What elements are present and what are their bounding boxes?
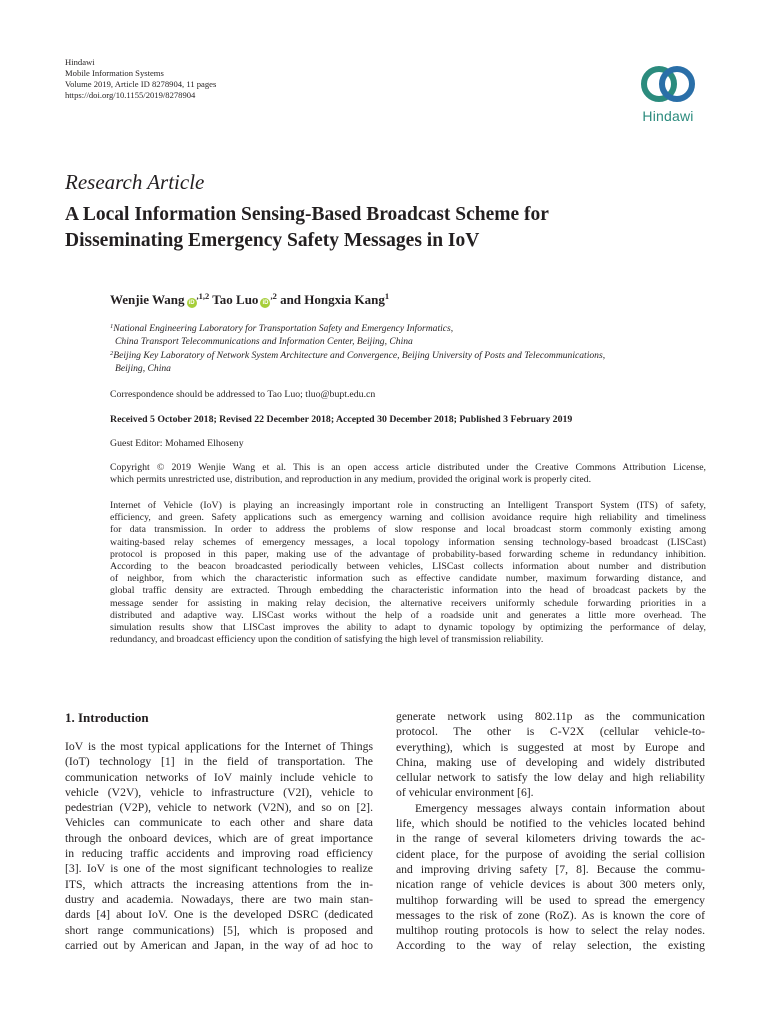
body-column-right (396, 709, 705, 954)
abstract-line: According to the beacon broadcasted periodically between vehicles, LISCast collects information about number and distribution (110, 561, 706, 573)
body-text-line: According to the way of relay selection, the existing (396, 939, 705, 953)
body-text-line: cellular network to satisfy the low delay and high reliability (396, 771, 705, 785)
logo-text: Hindawi (642, 108, 694, 124)
body-text-line: in reducing traffic accidents and improving road efficiency (65, 847, 373, 861)
publisher-name: Hindawi (65, 57, 95, 67)
affiliation-line: China Transport Telecommunications and Information Center, Beijing, China (115, 335, 413, 347)
body-text-line: dustry and academia. Nowadays, there are two main stan- (65, 892, 373, 906)
journal-name: Mobile Information Systems (65, 68, 164, 78)
affiliation-line: Beijing, China (115, 362, 171, 374)
body-text-line: vehicle (V2V), vehicle to infrastructure (V2I), vehicle to (65, 785, 373, 799)
body-text-line: cident place, for the purpose of avoiding the serial collision (396, 847, 705, 861)
abstract-line: simulation results show that LISCast improves the ability to adapt to dynamic topology by optimizing the performance of delay, (110, 622, 706, 634)
body-text-line: protocol. The other is C-V2X (cellular vehicle-to- (396, 725, 705, 739)
paper-title (65, 202, 715, 254)
body-text-line: multihop forwarding will be used to spread the emergency (396, 893, 705, 907)
doi-link[interactable]: https://doi.org/10.1155/2019/8278904 (65, 90, 196, 100)
body-text-line: Vehicles can communicate to each other and share data (65, 816, 373, 830)
volume-info: Volume 2019, Article ID 8278904, 11 pages (65, 79, 217, 89)
author-name[interactable]: Tao Luo (212, 292, 259, 307)
author-list (110, 291, 389, 308)
affiliations (110, 321, 720, 375)
body-text-line: through the onboard devices, which are of great importance (65, 831, 373, 845)
abstract-line: distributed and adaptive way. LISCast works without the help of a roadside unit and generates a little more overhead. The (110, 609, 706, 621)
abstract-line: Internet of Vehicle (IoV) is playing an increasingly important role in constructing an Intelligent Transport System (ITS) of safety, (110, 500, 706, 511)
body-text-line: carried out by American and Japan, in the way of ad hoc to (65, 938, 373, 952)
affiliation-line: $^1$National Engineering Laboratory for Transportation Safety and Emergency Informatics, (110, 323, 454, 334)
publication-dates: Received 5 October 2018; Revised 22 December 2018; Accepted 30 December 2018; Published 3 February 2019 (110, 414, 573, 425)
author-name[interactable]: Wenjie Wang (110, 292, 185, 307)
body-text-line: and improving driving safety [7, 8]. Because the commu- (396, 862, 705, 876)
abstract-line: global traffic density are extracted. Through embedding the characteristic information into the head of broadcast packets by the (110, 585, 706, 597)
author-affil-sup: ,1,2 (196, 291, 210, 301)
title-line: Disseminating Emergency Safety Messages in IoV (65, 230, 480, 251)
abstract-line: for data transmission. In order to address the problems of slow response and local broadcast storm commonly existing among (110, 524, 706, 536)
abstract-line: waiting-based relay schemes of emergency messages, a local topology information sensing technology-based broadcast (LISCast) (110, 536, 706, 548)
body-text-line: ITS, which attracts the increasing attentions from the in- (65, 877, 373, 891)
body-text-line: in the range of several kilometers driving towards the ac- (396, 832, 705, 846)
section-heading: 1. Introduction (65, 710, 149, 725)
correspondence: Correspondence should be addressed to Tao Luo; tluo@bupt.edu.cn (110, 389, 376, 400)
article-type: Research Article (65, 170, 205, 194)
body-text-line: of vehicular environment [6]. (396, 786, 534, 800)
author-name[interactable]: Hongxia Kang (304, 292, 385, 307)
author-affil-sup: ,2 (270, 291, 277, 301)
orcid-icon[interactable]: iD (188, 300, 195, 306)
title-line: A Local Information Sensing-Based Broadcast Scheme for (65, 204, 549, 225)
orcid-icon[interactable]: iD (262, 300, 269, 306)
hindawi-rings-icon (638, 62, 698, 106)
body-text-line: Emergency messages always contain information about (415, 801, 705, 815)
body-text-line: nication range of vehicle devices is about 300 meters only, (396, 878, 705, 892)
body-text-line: IoV is the most typical applications for the Internet of Things (65, 740, 373, 753)
hindawi-logo (630, 62, 706, 124)
body-text-line: communication networks of IoV mainly include vehicle to (65, 770, 373, 784)
journal-meta (65, 57, 216, 101)
copyright-notice (110, 462, 706, 486)
body-text-line: generate network using 802.11p as the communication (396, 710, 705, 723)
body-text-line: dards [4] about IoV. One is the developed DSRC (dedicated (65, 908, 373, 922)
body-text-line: (IoT) technology [1] in the field of transportation. The (65, 755, 373, 769)
copyright-line: Copyright © 2019 Wenjie Wang et al. This is an open access article distributed under the Creative Commons Attribution License, (110, 462, 706, 473)
body-text-line: multihop routing protocols is how to select the relay nodes. (396, 924, 705, 938)
guest-editor: Guest Editor: Mohamed Elhoseny (110, 438, 244, 449)
abstract-line: redundancy, and broadcast efficiency upon the condition of satisfying the high level of transmission reliability. (110, 634, 544, 646)
body-text-line: short range communications) [5], which is proposed and (65, 923, 373, 937)
body-text-line: messages to the risk of zone (RoZ). As is known the core of (396, 908, 705, 922)
abstract (110, 500, 706, 646)
author-conjunction: and (280, 292, 305, 307)
body-text-line: life, which should be notified to the vehicles located behind (396, 817, 705, 831)
abstract-line: of neighbor, from which the characteristic information such as effective candidate number, maximum forwarding distance, and (110, 573, 706, 585)
affiliation-line: $^2$Beijing Key Laboratory of Network System Architecture and Convergence, Beijing University of Posts and Telecommunications, (110, 350, 606, 361)
body-text-line: China, making use of developing and widely distributed (396, 755, 705, 769)
abstract-line: protocol is proposed in this paper, making use of the advantage of probability-based forwarding scheme in redundancy inhibition. (110, 548, 706, 560)
body-text-line: everything), which is suggested at most by Europe and (396, 740, 705, 754)
body-text-line: pedestrian (V2P), vehicle to network (V2N), and so on [2]. (65, 801, 373, 815)
abstract-line: efficiency, and green. Safety applications such as emergency warning and collision avoidance require high reliability and timeliness (110, 512, 706, 524)
copyright-line: which permits unrestricted use, distribution, and reproduction in any medium, provided the original work is properly cited. (110, 474, 592, 486)
abstract-line: message sender for assisting in making relay decision, the alternative receivers uniformly schedule forwarding priorities in a (110, 597, 706, 609)
body-column-left (65, 739, 373, 953)
author-affil-sup: 1 (384, 291, 390, 301)
body-text-line: [3]. IoV is one of the most significant technologies to realize (65, 862, 373, 876)
